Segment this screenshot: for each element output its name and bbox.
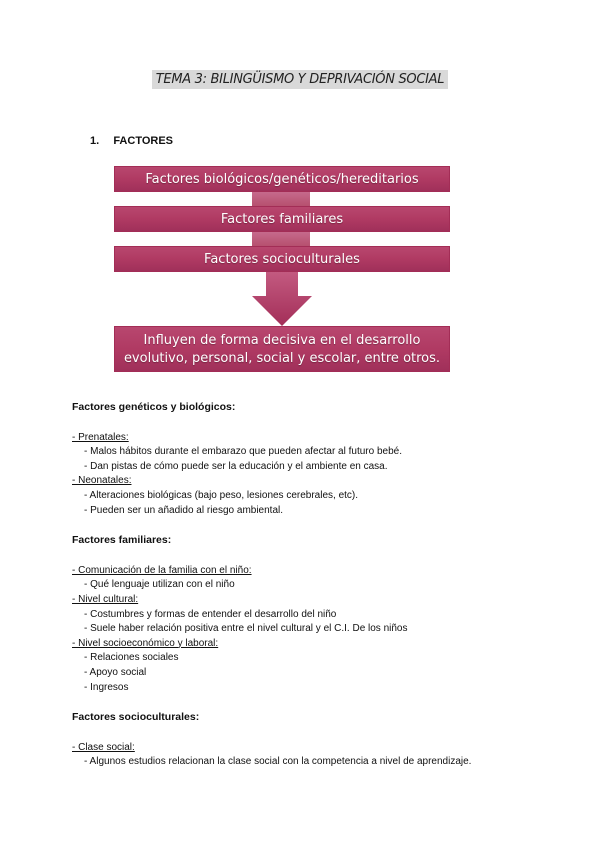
diagram-connector	[252, 232, 310, 246]
list-item: - Relaciones sociales	[84, 652, 179, 664]
diagram-connector	[252, 192, 310, 206]
cultural-label: - Nivel cultural:	[72, 593, 139, 605]
sociocultural-heading: Factores socioculturales:	[72, 711, 200, 724]
list-item: - Qué lenguaje utilizan con el niño	[84, 579, 235, 591]
neonatal-label: - Neonatales:	[72, 475, 132, 487]
socioeconomic-label: - Nivel socioeconómico y laboral:	[72, 637, 219, 649]
genetic-heading: Factores genéticos y biológicos:	[72, 401, 236, 413]
list-item: - Malos hábitos durante el embarazo que pueden afectar al futuro bebé.	[84, 446, 402, 458]
diagram-box-sociocultural: Factores socioculturales	[114, 246, 450, 272]
result-line-2: evolutivo, personal, social y escolar, entre otros.	[123, 351, 441, 366]
list-item: - Alteraciones biológicas (bajo peso, lesiones cerebrales, etc).	[84, 489, 359, 501]
list-item: - Apoyo social	[84, 666, 147, 678]
document-body	[72, 400, 572, 770]
diagram-result-box	[114, 326, 450, 372]
section-title: FACTORES	[113, 135, 174, 147]
factors-diagram	[114, 166, 450, 372]
list-item: - Pueden ser un añadido al riesgo ambiental.	[84, 504, 284, 516]
down-arrow-icon	[252, 272, 312, 326]
list-item: - Dan pistas de cómo puede ser la educación y el ambiente en casa.	[84, 460, 388, 472]
list-item: - Costumbres y formas de entender el desarrollo del niño	[84, 608, 337, 620]
prenatal-label: - Prenatales:	[72, 431, 129, 443]
result-line-1: Influyen de forma decisiva en el desarrollo	[143, 333, 421, 348]
title-wrap	[0, 70, 600, 89]
document-title: TEMA 3: BILINGÜISMO Y DEPRIVACIÓN SOCIAL	[152, 70, 448, 89]
diagram-box-family: Factores familiares	[114, 206, 450, 232]
list-item: - Algunos estudios relacionan la clase social con la competencia a nivel de aprendizaje.	[84, 756, 472, 768]
social-class-label: - Clase social:	[72, 741, 135, 753]
family-heading: Factores familiares:	[72, 534, 172, 547]
section-heading	[90, 135, 173, 147]
diagram-box-biological: Factores biológicos/genéticos/hereditarios	[114, 166, 450, 192]
communication-label: - Comunicación de la familia con el niño:	[72, 564, 252, 576]
section-number: 1.	[90, 135, 100, 147]
list-item: - Suele haber relación positiva entre el nivel cultural y el C.I. De los niños	[84, 623, 408, 635]
list-item: - Ingresos	[84, 681, 129, 693]
